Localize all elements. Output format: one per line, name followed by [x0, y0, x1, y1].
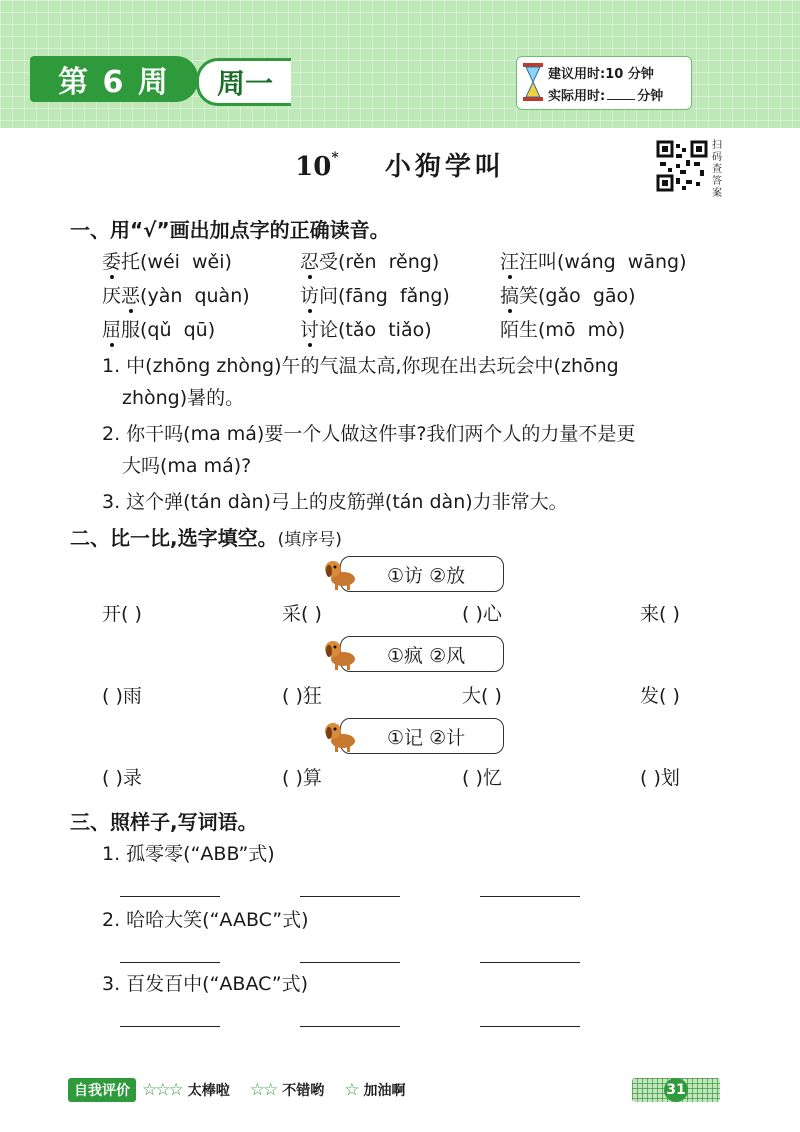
hourglass-icon — [522, 62, 544, 102]
dotted-char: 恶 — [121, 285, 141, 307]
qr-label: 扫码查答案 — [712, 140, 722, 199]
fill-blank-item[interactable]: 发( ) — [640, 685, 680, 707]
section3-question-1: 1. 孤零零(“ABB”式) — [102, 843, 275, 865]
pinyin-item — [102, 282, 250, 310]
section3-question-3: 3. 百发百中(“ABAC”式) — [102, 973, 308, 995]
options-box — [340, 718, 504, 754]
pinyin-item — [500, 316, 625, 344]
answer-line[interactable] — [300, 1026, 400, 1027]
pinyin-item — [300, 248, 439, 276]
dotted-char: 讨 — [300, 319, 320, 341]
pinyin-rest: 汪叫(wáng wāng) — [519, 251, 687, 273]
pinyin-item — [300, 316, 432, 344]
section3-question-2: 2. 哈哈大笑(“AABC”式) — [102, 909, 309, 931]
fill-blank-item[interactable]: ( )录 — [102, 767, 142, 789]
question-2-line-a: 2. 你干吗(ma má)要一个人做这件事?我们两个人的力量不是更 — [102, 423, 636, 445]
answer-line[interactable] — [120, 962, 220, 963]
answer-line[interactable] — [480, 962, 580, 963]
fill-blank-item[interactable]: ( )狂 — [282, 685, 322, 707]
dog-icon — [321, 715, 361, 755]
section2-heading — [70, 522, 342, 551]
pinyin-item — [102, 316, 215, 344]
self-evaluation-label: 自我评价 — [68, 1078, 136, 1102]
options-box — [340, 636, 504, 672]
lesson-star: * — [331, 150, 339, 166]
pinyin-rest: 问(fāng fǎng) — [319, 285, 450, 307]
pinyin-rest: 笑(gǎo gāo) — [519, 285, 636, 307]
question-3: 3. 这个弹(tán dàn)弓上的皮筋弹(tán dàn)力非常大。 — [102, 491, 568, 513]
options-box — [340, 556, 504, 592]
fill-blank-item[interactable]: ( )算 — [282, 767, 322, 789]
question-1-line-a: 1. 中(zhōng zhòng)午的气温太高,你现在出去玩会中(zhōng — [102, 355, 619, 377]
answer-line[interactable] — [300, 962, 400, 963]
pinyin-rest: (yàn quàn) — [140, 285, 250, 307]
two-star-icon[interactable]: ☆☆ — [249, 1080, 277, 1100]
dog-icon — [321, 633, 361, 673]
pinyin-item — [500, 282, 636, 310]
answer-line[interactable] — [480, 1026, 580, 1027]
one-star-icon[interactable]: ☆ — [344, 1080, 358, 1100]
section2-note: (填序号) — [277, 530, 342, 550]
dotted-char: 屈 — [102, 319, 122, 341]
rating-excellent: 太棒啦 — [187, 1083, 230, 1099]
self-evaluation — [68, 1078, 405, 1102]
rating-keep-going: 加油啊 — [363, 1083, 406, 1099]
dog-icon — [321, 553, 361, 593]
options-text: ①记 ②计 — [387, 726, 466, 749]
section2-title: 二、比一比,选字填空。 — [70, 526, 278, 550]
question-1-line-b: zhòng)暑的。 — [122, 387, 245, 409]
page-badge — [632, 1078, 720, 1102]
lesson-number: 10 — [295, 152, 332, 182]
fill-blank-item[interactable]: 采( ) — [282, 603, 322, 625]
pinyin-item — [500, 248, 687, 276]
day-label: 周一 — [196, 58, 291, 106]
pinyin-rest: 服(qǔ qū) — [121, 319, 216, 341]
fill-blank-item[interactable]: ( )划 — [640, 767, 680, 789]
dotted-char: 委 — [102, 251, 122, 273]
actual-time-label: 实际用时: — [548, 89, 606, 104]
answer-line[interactable] — [300, 896, 400, 897]
pinyin-rest: 托(wéi wěi) — [121, 251, 232, 273]
lesson-name: 小狗学叫 — [384, 152, 505, 182]
section3-heading: 三、照样子,写词语。 — [70, 810, 258, 834]
three-star-icon[interactable]: ☆☆☆ — [142, 1080, 182, 1100]
pinyin-pre: 厌 — [102, 285, 122, 307]
rating-good: 不错哟 — [282, 1083, 325, 1099]
suggested-time: 建议用时:10 分钟 — [548, 67, 654, 82]
dotted-char: 搞 — [500, 285, 520, 307]
fill-blank-item[interactable]: 大( ) — [462, 685, 502, 707]
options-text: ①疯 ②风 — [387, 644, 466, 667]
actual-time-unit: 分钟 — [637, 89, 664, 104]
section1-heading: 一、用“√”画出加点字的正确读音。 — [70, 218, 390, 242]
pinyin-rest: 生(mō mò) — [519, 319, 626, 341]
answer-line[interactable] — [120, 896, 220, 897]
actual-time-blank[interactable] — [607, 89, 635, 100]
fill-blank-item[interactable]: ( )雨 — [102, 685, 142, 707]
page-number: 31 — [664, 1078, 688, 1102]
fill-blank-item[interactable]: 来( ) — [640, 603, 680, 625]
dotted-char: 忍 — [300, 251, 320, 273]
pinyin-rest: 受(rěn rěng) — [319, 251, 440, 273]
pinyin-pre: 陌 — [500, 319, 520, 341]
pinyin-item — [300, 282, 450, 310]
options-text: ①访 ②放 — [387, 564, 466, 587]
qr-code-icon[interactable] — [656, 140, 708, 192]
dotted-char: 汪 — [500, 251, 520, 273]
actual-time — [548, 85, 663, 104]
pinyin-item — [102, 248, 232, 276]
week-label: 第 6 周 — [30, 56, 198, 102]
fill-blank-item[interactable]: ( )心 — [462, 603, 502, 625]
question-2-line-b: 大吗(ma má)? — [122, 455, 252, 477]
dotted-char: 访 — [300, 285, 320, 307]
answer-line[interactable] — [120, 1026, 220, 1027]
answer-line[interactable] — [480, 896, 580, 897]
pinyin-rest: 论(tǎo tiǎo) — [319, 319, 432, 341]
fill-blank-item[interactable]: ( )忆 — [462, 767, 502, 789]
fill-blank-item[interactable]: 开( ) — [102, 603, 142, 625]
